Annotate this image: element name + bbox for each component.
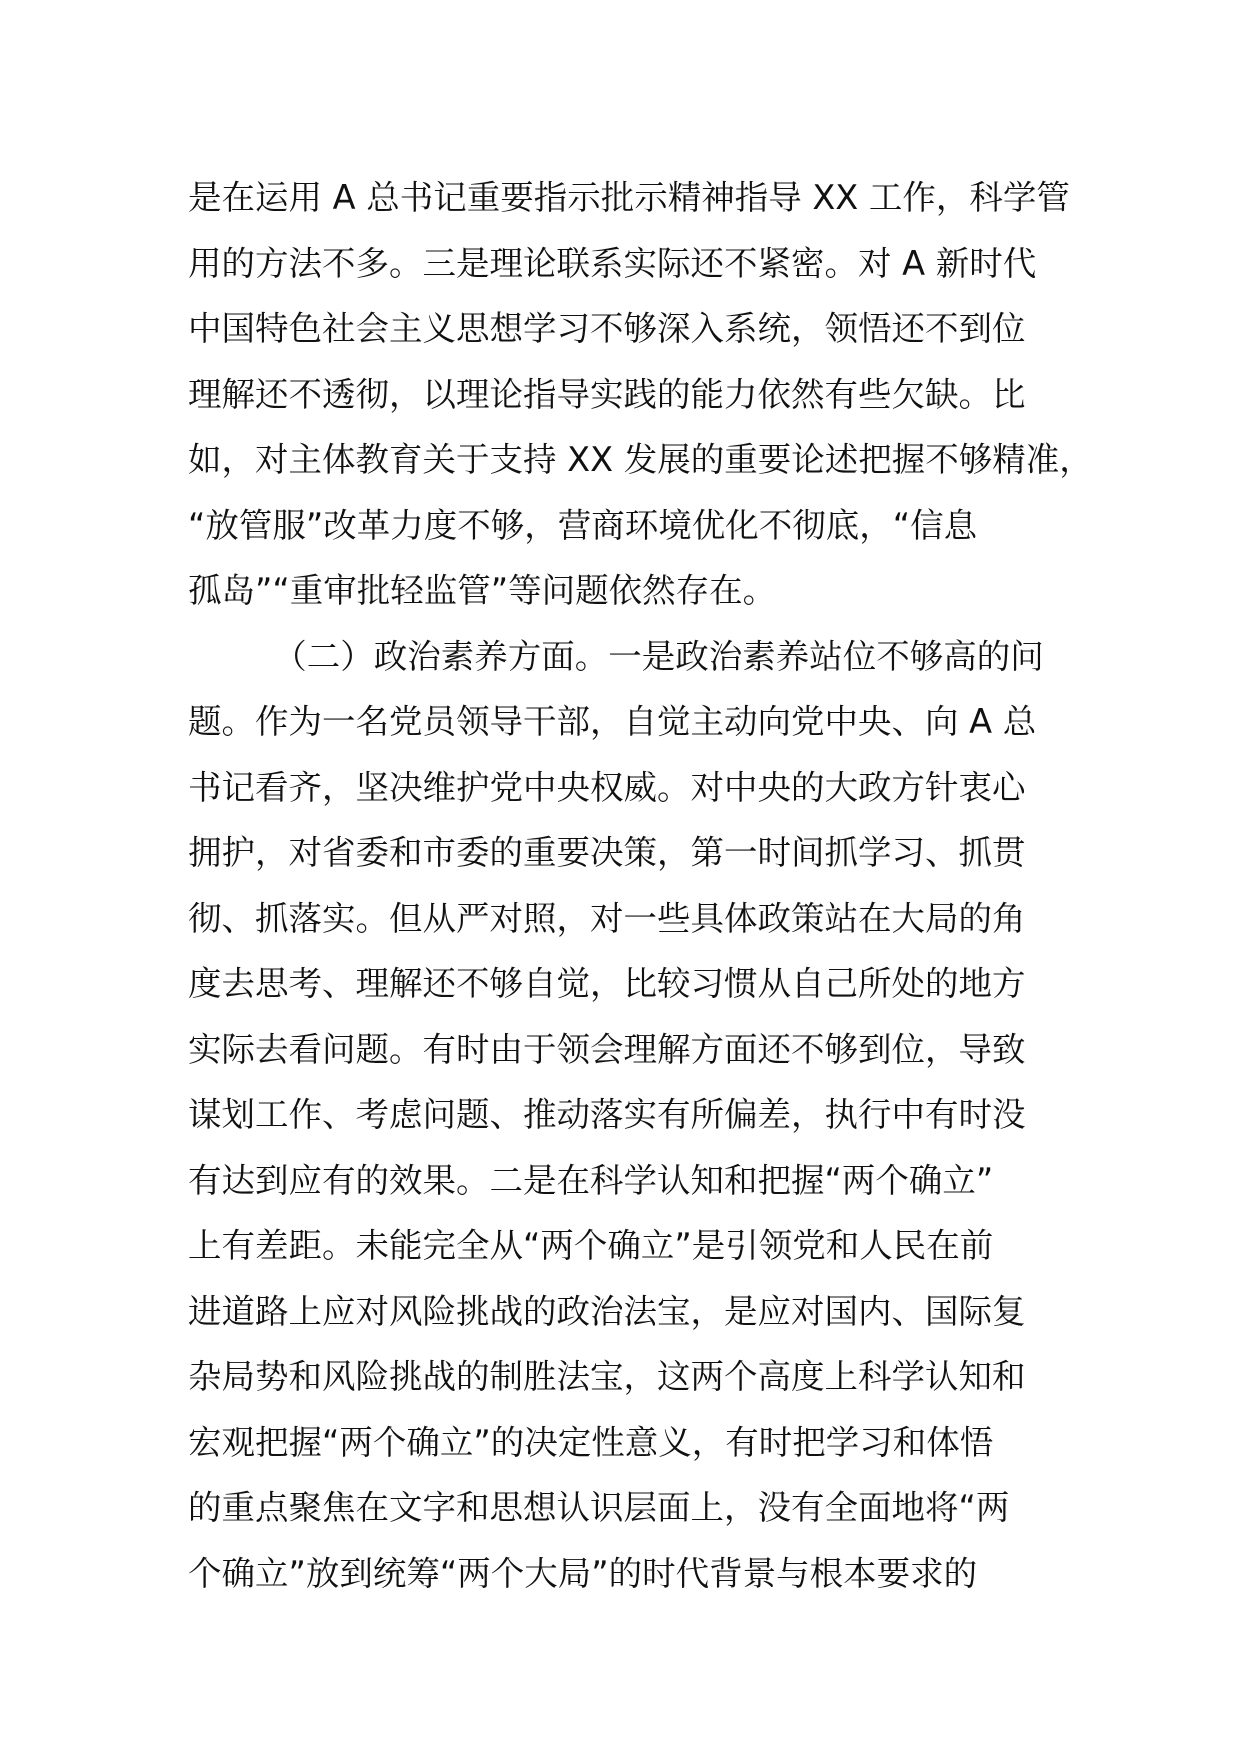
text-line: 上有差距。未能完全从“两个确立”是引领党和人民在前	[188, 1226, 994, 1265]
section-heading-line: （二）政治素养方面。一是政治素养站位不够高的问	[188, 636, 1044, 676]
text-line: 书记看齐，坚决维护党中央权威。对中央的大政方针衷心	[188, 767, 1026, 807]
text-line: 理解还不透彻，以理论指导实践的能力依然有些欠缺。比	[188, 374, 1026, 414]
text-line: 拥护，对省委和市委的重要决策，第一时间抓学习、抓贯	[188, 833, 1026, 872]
text-line: 用的方法不多。三是理论联系实际还不紧密。对 A 新时代	[188, 243, 1037, 283]
text-line: 中国特色社会主义思想学习不够深入系统，领悟还不到位	[188, 309, 1026, 348]
text-line: “放管服”改革力度不够，营商环境优化不彻底，“信息	[188, 505, 978, 545]
text-line: 孤岛”“重审批轻监管”等问题依然存在。	[188, 571, 777, 610]
text-line: 彻、抓落实。但从严对照，对一些具体政策站在大局的角	[188, 898, 1026, 938]
text-line: 题。作为一名党员领导干部，自觉主动向党中央、向 A 总	[188, 702, 1037, 741]
text-line: 是在运用 A 总书记重要指示批示精神指导 XX 工作，科学管	[188, 178, 1070, 217]
text-line: 度去思考、理解还不够自觉，比较习惯从自己所处的地方	[188, 964, 1026, 1003]
text-line: 杂局势和风险挑战的制胜法宝，这两个高度上科学认知和	[188, 1357, 1026, 1396]
text-line: 的重点聚焦在文字和思想认识层面上，没有全面地将“两	[188, 1488, 1010, 1527]
text-line: 实际去看问题。有时由于领会理解方面还不够到位，导致	[188, 1029, 1026, 1069]
text-line: 宏观把握“两个确立”的决定性意义，有时把学习和体悟	[188, 1422, 994, 1462]
text-line: 有达到应有的效果。二是在科学认知和把握“两个确立”	[188, 1160, 994, 1200]
text-line: 进道路上应对风险挑战的政治法宝，是应对国内、国际复	[188, 1291, 1026, 1331]
text-line: 个确立”放到统筹“两个大局”的时代背景与根本要求的	[188, 1553, 978, 1593]
document-body	[188, 165, 1093, 1606]
text-line: 如，对主体教育关于支持 XX 发展的重要论述把握不够精准，	[188, 440, 1093, 479]
text-line: 谋划工作、考虑问题、推动落实有所偏差，执行中有时没	[188, 1095, 1026, 1134]
